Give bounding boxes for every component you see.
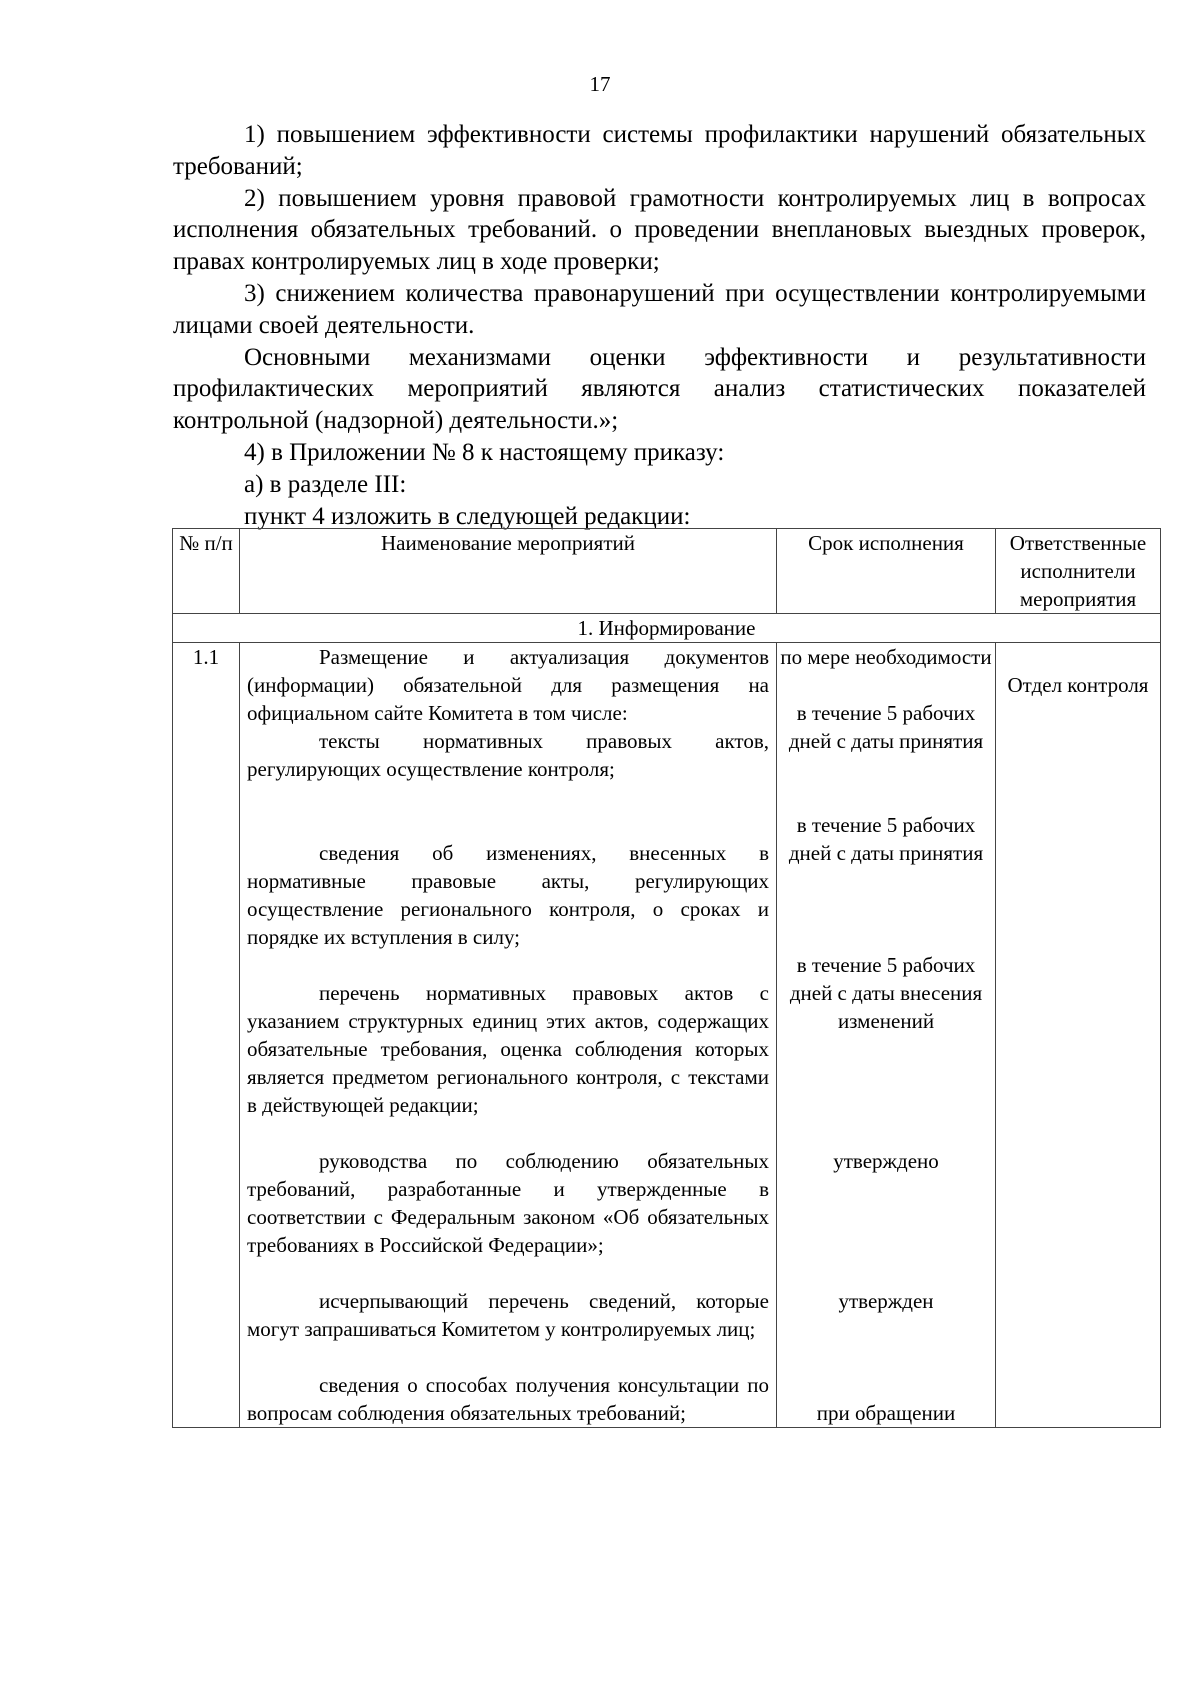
table-row <box>173 643 1161 1428</box>
section-title: 1. Информирование <box>173 614 1161 643</box>
item-term-2: в течение 5 рабочих дней с даты принятия <box>788 813 984 865</box>
item-term-3: в течение 5 рабочих дней с даты внесения изменений <box>789 953 983 1033</box>
paragraph-4: Основными механизмами оценки эффективности и результативности профилактических мероприятий являются анализ статистических показателей контрольной (надзорной) деятельности.»; <box>173 343 1146 435</box>
item-text-5: исчерпывающий перечень сведений, которые могут запрашиваться Комитетом у контролируемых лиц; <box>247 1289 769 1341</box>
paragraph-2: 2) повышением уровня правовой грамотности контролируемых лиц в вопросах исполнения обязательных требований. о проведении внеплановых выездных проверок, правах контролируемых лиц в ходе проверки; <box>173 184 1146 276</box>
item-text-3: перечень нормативных правовых актов с указанием структурных единиц этих актов, содержащих обязательные требования, оценка соблюдения которых является предметом регионального контроля, с текстами в действующей редакции; <box>247 981 769 1117</box>
paragraph-6: а) в разделе III: <box>244 470 407 498</box>
table-header-row <box>173 529 1161 614</box>
body-text <box>173 119 1146 532</box>
section-row <box>173 614 1161 643</box>
intro-text: Размещение и актуализация документов (информации) обязательной для размещения на официальном сайте Комитета в том числе: <box>247 645 769 725</box>
responsible-text: Отдел контроля <box>1007 673 1149 697</box>
item-text-6: сведения о способах получения консультации по вопросам соблюдения обязательных требований; <box>247 1373 769 1425</box>
row-term-cell <box>777 643 996 1428</box>
header-term: Срок исполнения <box>777 529 996 614</box>
header-number: № п/п <box>173 529 240 614</box>
paragraph-5: 4) в Приложении № 8 к настоящему приказу: <box>244 438 725 466</box>
item-term-6: при обращении <box>816 1401 956 1425</box>
row-number: 1.1 <box>173 643 240 1428</box>
paragraph-1: 1) повышением эффективности системы профилактики нарушений обязательных требований; <box>173 121 1146 180</box>
paragraph-7: пункт 4 изложить в следующей редакции: <box>244 502 691 530</box>
item-term-5: утвержден <box>838 1289 934 1313</box>
header-name: Наименование мероприятий <box>240 529 777 614</box>
activities-table <box>172 528 1161 1428</box>
item-term-4: утверждено <box>833 1149 939 1173</box>
page-number: 17 <box>589 72 611 96</box>
row-responsible-cell <box>996 643 1161 1428</box>
item-term-1: в течение 5 рабочих дней с даты принятия <box>788 701 984 753</box>
row-name-cell <box>240 643 777 1428</box>
item-text-2: сведения об изменениях, внесенных в нормативные правовые акты, регулирующих осуществление регионального контроля, о сроках и порядке их вступления в силу; <box>247 841 769 949</box>
intro-term: по мере необходимости <box>780 645 992 669</box>
item-text-4: руководства по соблюдению обязательных требований, разработанные и утвержденные в соответствии с Федеральным законом «Об обязательных требованиях в Российской Федерации»; <box>247 1149 769 1257</box>
header-responsible: Ответственные исполнители мероприятия <box>996 529 1161 614</box>
item-text-1: тексты нормативных правовых актов, регулирующих осуществление контроля; <box>247 729 769 781</box>
paragraph-3: 3) снижением количества правонарушений при осуществлении контролируемыми лицами своей деятельности. <box>173 279 1146 339</box>
